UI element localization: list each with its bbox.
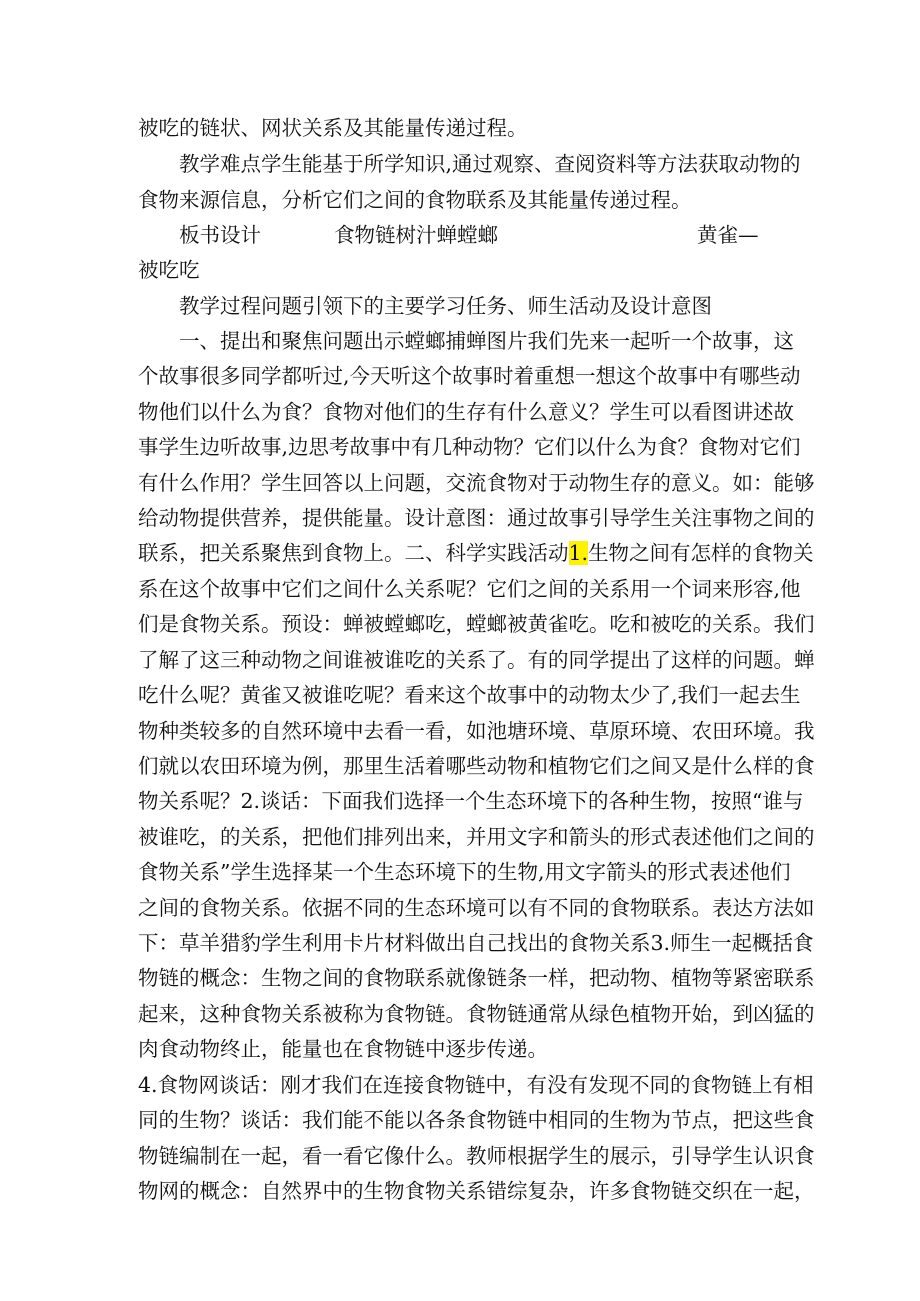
- text-line: 物网的概念：自然界中的生物食物关系错综复杂，许多食物链交织在一起，: [138, 1179, 815, 1203]
- text-line: 之间的食物关系。依据不同的生态环境可以有不同的食物联系。表达方法如: [138, 896, 815, 920]
- text-line: 被吃吃: [138, 258, 200, 282]
- text-segment: 生物之间有怎样的食物关: [588, 541, 814, 565]
- board-design-label: 板书设计: [179, 223, 261, 247]
- text-line: 食物来源信息，分析它们之间的食物联系及其能量传递过程。: [138, 188, 692, 212]
- text-line: 们就以农田环境为例，那里生活着哪些动物和植物它们之间又是什么样的食: [138, 754, 815, 778]
- text-line: 起来，这种食物关系被称为食物链。食物链通常从绿色植物开始，到凶猛的: [138, 1002, 815, 1026]
- text-line: 给动物提供营养，提供能量。设计意图：通过故事引导学生关注事物之间的: [138, 506, 815, 530]
- board-design-line: [179, 218, 789, 252]
- section-heading: 教学过程问题引领下的主要学习任务、师生活动及设计意图: [179, 294, 712, 318]
- text-line: 吃什么呢？黄雀又被谁吃呢？看来这个故事中的动物太少了,我们一起去生: [138, 683, 801, 707]
- text-line-highlight: [138, 536, 814, 570]
- text-segment: 联系，把关系聚焦到食物上。二、科学实践活动: [138, 541, 569, 565]
- text-line: 物种类较多的自然环境中去看一看，如池塘环境、草原环境、农田环境。我: [138, 719, 815, 743]
- text-line: 肉食动物终止，能量也在食物链中逐步传递。: [138, 1037, 548, 1061]
- text-line: 物链的概念：生物之间的食物联系就像链条一样，把动物、植物等紧密联系: [138, 966, 815, 990]
- text-line: 事学生边听故事,边思考故事中有几种动物？它们以什么为食？食物对它们: [138, 435, 801, 459]
- highlighted-number: 1.: [568, 541, 589, 565]
- text-line: 们是食物关系。预设：蝉被螳螂吃，螳螂被黄雀吃。吃和被吃的关系。我们: [138, 612, 815, 636]
- text-line: 4.食物网谈话：刚才我们在连接食物链中，有没有发现不同的食物链上有相: [138, 1073, 814, 1097]
- text-line: 被吃的链状、网状关系及其能量传递过程。: [138, 116, 528, 140]
- text-line: 有什么作用？学生回答以上问题，交流食物对于动物生存的意义。如：能够: [138, 471, 815, 495]
- text-line: 系在这个故事中它们之间什么关系呢？它们之间的关系用一个词来形容,他: [138, 577, 801, 601]
- text-line: 被谁吃，的关系，把他们排列出来，并用文字和箭头的形式表述他们之间的: [138, 825, 815, 849]
- text-line: 物关系呢？2.谈话：下面我们选择一个生态环境下的各种生物，按照“谁与: [138, 789, 804, 813]
- text-line: 下：草羊猎豹学生利用卡片材料做出自己找出的食物关系3.师生一起概括食: [138, 931, 814, 955]
- text-line: 食物关系”学生选择某一个生态环境下的生物,用文字箭头的形式表述他们: [138, 860, 791, 884]
- text-line: 教学难点学生能基于所学知识,通过观察、查阅资料等方法获取动物的: [179, 152, 801, 176]
- text-line: 物他们以什么为食？食物对他们的生存有什么意义？学生可以看图讲述故: [138, 400, 794, 424]
- text-line: 了解了这三种动物之间谁被谁吃的关系了。有的同学提出了这样的问题。蝉: [138, 648, 815, 672]
- text-line: 个故事很多同学都听过,今天听这个故事时着重想一想这个故事中有哪些动: [138, 364, 801, 388]
- text-line: 物链编制在一起，看一看它像什么。教师根据学生的展示，引导学生认识食: [138, 1144, 815, 1168]
- board-design-end: 黄雀—: [697, 223, 759, 247]
- text-line: 一、提出和聚焦问题出示螳螂捕蝉图片我们先来一起听一个故事，这: [179, 329, 794, 353]
- board-design-chain: 食物链树汁蝉螳螂: [334, 223, 499, 247]
- text-line: 同的生物？谈话：我们能不能以各条食物链中相同的生物为节点，把这些食: [138, 1108, 815, 1132]
